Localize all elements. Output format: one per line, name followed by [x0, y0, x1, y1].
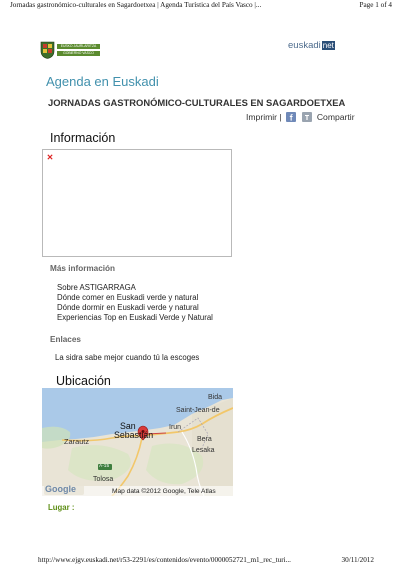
print-footer-url: http://www.ejgv.euskadi.net/r53-2291/es/contenidos/evento/0000052721_m1_rec_turi... [38, 556, 291, 564]
print-header [0, 0, 400, 12]
map-label-lesaka: Lesaka [192, 447, 215, 454]
facebook-icon[interactable] [286, 112, 296, 122]
euskadi-net-logo[interactable] [288, 40, 335, 52]
share-toolbar [246, 112, 355, 124]
agenda-title: Agenda en Euskadi [46, 74, 159, 89]
map-label-bera: Bera [197, 436, 212, 443]
print-header-page-number: Page 1 of 4 [359, 1, 392, 9]
print-link[interactable]: Imprimir [246, 112, 278, 122]
event-image-placeholder [42, 149, 232, 257]
tuenti-icon[interactable] [302, 112, 312, 122]
external-link[interactable]: La sidra sabe mejor cuando tú la escoges [55, 353, 200, 362]
map-label-zarautz: Zarautz [64, 437, 90, 446]
more-info-link[interactable]: Dónde comer en Euskadi verde y natural [57, 293, 199, 302]
gobierno-vasco-logo[interactable] [40, 41, 100, 59]
share-link[interactable]: Compartir [316, 112, 355, 122]
map-label-san-sebastian: San [120, 421, 136, 431]
euskadi-logo-text: euskadi [288, 40, 321, 51]
lugar-label: Lugar : [48, 503, 75, 512]
location-heading: Ubicación [56, 374, 111, 388]
map-copyright: Map data ©2012 Google, Tele Atlas [112, 488, 216, 495]
euskadi-logo-suffix: net [322, 41, 334, 50]
print-footer-date: 30/11/2012 [341, 556, 374, 564]
map-label-irun: Irun [169, 424, 182, 431]
coat-of-arms-icon [40, 41, 55, 59]
map-label-tolosa: Tolosa [93, 476, 114, 483]
map-label-saint-jean: Saint-Jean-de [176, 407, 220, 414]
more-info-link[interactable]: Sobre ASTIGARRAGA [57, 283, 136, 292]
map-google-text: Google [45, 484, 76, 494]
broken-image-icon [47, 154, 53, 160]
map-label-san-sebastian: Sebastián [114, 430, 154, 440]
more-info-link[interactable]: Experiencias Top en Euskadi Verde y Natural [57, 313, 213, 322]
separator: | [279, 112, 282, 122]
map-label-road: A-15 [99, 464, 110, 469]
map-label-bidart: Bida [208, 394, 223, 401]
links-heading: Enlaces [50, 335, 81, 344]
event-title: JORNADAS GASTRONÓMICO-CULTURALES EN SAGARDOETXEA [48, 97, 346, 108]
info-heading: Información [50, 131, 116, 145]
location-map[interactable] [42, 388, 233, 496]
gov-logo-line-1: EUSKO JAURLARITZA [57, 44, 100, 49]
more-info-heading: Más información [50, 264, 116, 273]
print-header-title: Jornadas gastronómico-culturales en Sagardoetxea | Agenda Turística del País Vasco |... [10, 1, 262, 9]
more-info-link[interactable]: Dónde dormir en Euskadi verde y natural [57, 303, 199, 312]
gov-logo-line-2: GOBIERNO VASCO [57, 51, 100, 56]
